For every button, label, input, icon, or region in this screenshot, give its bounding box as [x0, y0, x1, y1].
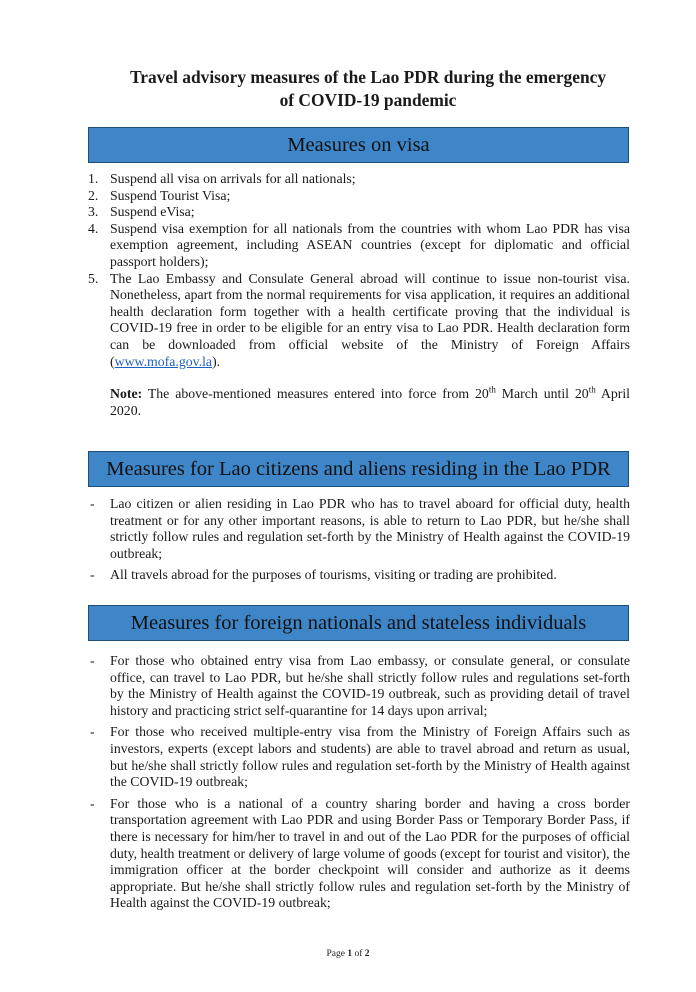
list-number: 5.: [88, 270, 99, 286]
note-label: Note:: [110, 386, 143, 402]
note-superscript: th: [588, 384, 596, 395]
page-word: Page: [326, 949, 345, 959]
list-item: [88, 724, 630, 790]
list-dash: -: [90, 795, 95, 811]
visa-list: [88, 171, 630, 419]
list-item-text: Suspend Tourist Visa;: [110, 187, 231, 203]
section-heading-foreign: Measures for foreign nationals and stateless individuals: [88, 605, 629, 641]
note-text: March until 20: [495, 386, 589, 402]
mofa-website-link[interactable]: www.mofa.gov.la: [114, 353, 213, 369]
list-item-text-after-link: ).: [212, 353, 221, 369]
foreign-list: [88, 653, 630, 912]
list-item-text: For those who is a national of a country sharing border and having a cross border transportation agreement with Lao PDR and using Border Pass or Temporary Border Pass, if there is necessary for him/her to travel in and out of the Lao PDR for the purposes of official duty, health treatment or delivery of large volume of goods (except for tourist and visitor), the immigration officer at the border checkpoint will consider and authorize as it deems appropriate. But he/she shall strictly follow rules and regulation set-forth by the Ministry of Health against the COVID-19 outbreak;: [110, 795, 630, 911]
list-dash: -: [90, 496, 95, 511]
list-item-text: Suspend visa exemption for all nationals from the countries with whom Lao PDR has visa exemption agreement, including ASEAN countries (except for diplomatic and official passport holders);: [110, 220, 630, 269]
section-heading-visa: Measures on visa: [88, 127, 629, 163]
note-paragraph: [88, 386, 630, 419]
section-heading-citizens: Measures for Lao citizens and aliens residing in the Lao PDR: [88, 451, 629, 487]
citizens-list: [88, 496, 630, 584]
list-number: 4.: [88, 220, 99, 236]
note-text: The above-mentioned measures entered into force from 20: [142, 386, 489, 402]
note-text: April 2020.: [110, 386, 631, 418]
list-item-text: Suspend all visa on arrivals for all nationals;: [110, 171, 356, 186]
list-item: [88, 496, 630, 562]
list-number: 2.: [88, 187, 99, 203]
page-footer: [0, 949, 696, 959]
list-dash: -: [90, 653, 95, 668]
list-item: [88, 796, 630, 912]
list-item: [88, 221, 630, 271]
title-line-2: of COVID-19 pandemic: [279, 90, 457, 110]
list-item: [88, 171, 630, 188]
note-superscript: th: [488, 384, 496, 395]
list-number: 3.: [88, 204, 99, 220]
document-title: [70, 66, 666, 112]
list-item: [88, 188, 630, 205]
list-dash: -: [90, 724, 95, 740]
list-item-text: Lao citizen or alien residing in Lao PDR who has to travel aboard for official duty, health treatment or for any other important reasons, is able to return to Lao PDR, but he/she shall strictly follow rules and regulation set-forth by the Ministry of Health against the COVID-19 outbreak;: [110, 496, 630, 561]
list-item-text: For those who obtained entry visa from Lao embassy, or consulate general, or consulate office, can travel to Lao PDR, but he/she shall strictly follow rules and regulations set-forth by the Ministry of Health against the COVID-19 outbreak, such as providing detail of travel history and practicing strict self-quarantine for 14 days upon arrival;: [110, 653, 630, 718]
of-word: of: [354, 949, 363, 959]
title-line-1: Travel advisory measures of the Lao PDR during the emergency: [129, 67, 607, 87]
page-number: 1: [347, 949, 353, 959]
list-item: [88, 271, 630, 371]
list-item: [88, 653, 630, 719]
page-total: 2: [364, 949, 370, 959]
list-item-text-before-link: The Lao Embassy and Consulate General abroad will continue to issue non-tourist visa. Nonetheless, apart from the normal requirements for visa application, it requires an additional health declaration form together with a health certificate proving that the individual is COVID-19 free in order to be eligible for an entry visa to Lao PDR. Health declaration form can be downloaded from official website of the Ministry of Foreign Affairs (: [110, 270, 630, 369]
list-item-text: All travels abroad for the purposes of tourisms, visiting or trading are prohibited.: [110, 567, 557, 583]
list-number: 1.: [88, 171, 99, 186]
list-item-text: Suspend eVisa;: [110, 204, 195, 220]
list-dash: -: [90, 567, 95, 583]
list-item: [88, 567, 630, 584]
list-item-text: For those who received multiple-entry visa from the Ministry of Foreign Affairs such as investors, experts (except labors and students) are able to travel abroad and return as usual, but he/she shall strictly follow rules and regulation set-forth by the Ministry of Health against the COVID-19 outbreak;: [110, 724, 630, 790]
list-item: [88, 204, 630, 221]
